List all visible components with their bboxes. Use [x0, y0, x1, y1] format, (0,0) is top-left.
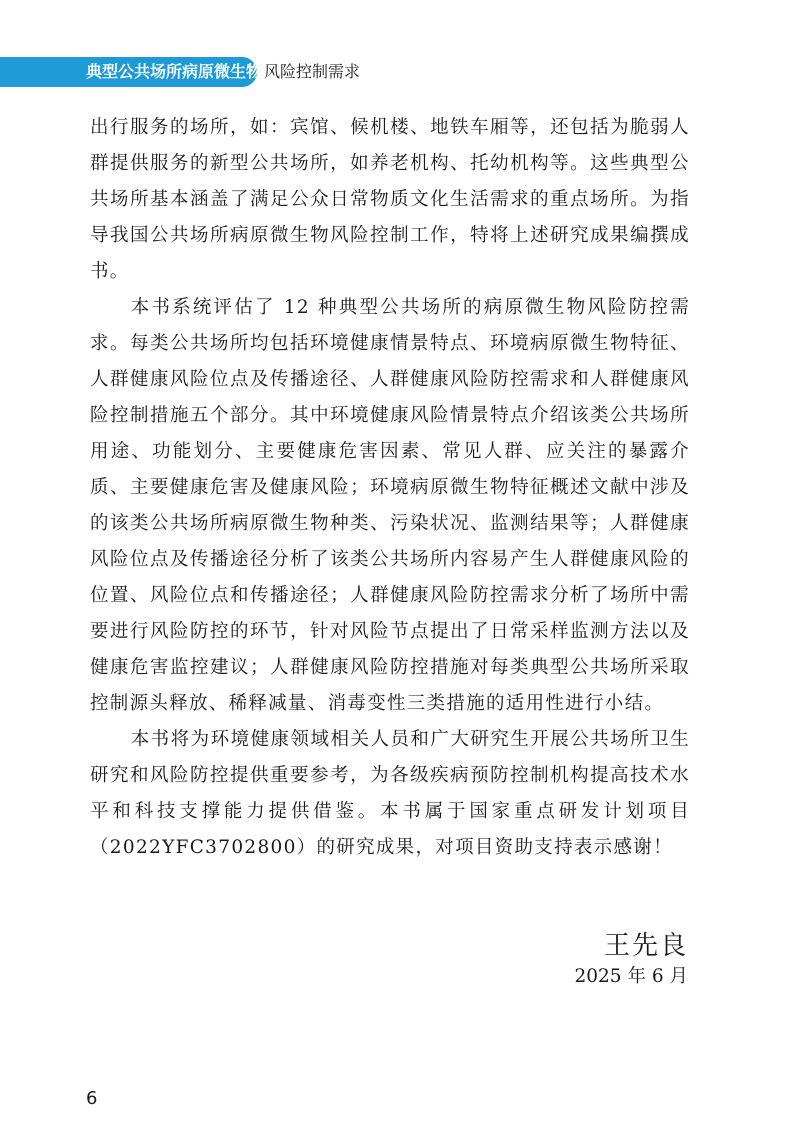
paragraph-3: 本书将为环境健康领域相关人员和广大研究生开展公共场所卫生研究和风险防控提供重要参考，为各级疾病预防控制机构提高技术水平和科技支撑能力提供借鉴。本书属于国家重点研发计划项目（2022YFC3702800）的研究成果，对项目资助支持表示感谢！ [90, 729, 690, 858]
page-number: 6 [86, 1088, 98, 1109]
paragraph-2: 本书系统评估了 12 种典型公共场所的病原微生物风险防控需求。每类公共场所均包括环境健康情景特点、环境病原微生物特征、人群健康风险位点及传播途径、人群健康风险防控需求和人群健康风险控制措施五个部分。其中环境健康风险情景特点介绍该类公共场所用途、功能划分、主要健康危害因素、常见人群、应关注的暴露介质、主要健康危害及健康风险；环境病原微生物特征概述文献中涉及的该类公共场所病原微生物种类、污染状况、监测结果等；人群健康风险位点及传播途径分析了该类公共场所内容易产生人群健康风险的位置、风险位点和传播途径；人群健康风险防控需求分析了场所中需要进行风险防控的环节，针对风险节点提出了日常采样监测方法以及健康危害监控建议；人群健康风险防控措施对每类典型公共场所采取控制源头释放、稀释减量、消毒变性三类措施的适用性进行小结。 [90, 297, 690, 714]
body-text [90, 110, 690, 866]
author-signature: 王先良 [603, 931, 688, 961]
header-title: 典型公共场所病原微生物 [86, 62, 263, 81]
preface-date: 2025 年 6 月 [574, 966, 688, 987]
header-subtitle: 风险控制需求 [264, 62, 361, 81]
running-header [0, 57, 800, 87]
paragraph-1: 出行服务的场所，如：宾馆、候机楼、地铁车厢等，还包括为脆弱人群提供服务的新型公共场所，如养老机构、托幼机构等。这些典型公共场所基本涵盖了满足公众日常物质文化生活需求的重点场所。为指导我国公共场所病原微生物风险控制工作，特将上述研究成果编撰成书。 [90, 117, 690, 282]
